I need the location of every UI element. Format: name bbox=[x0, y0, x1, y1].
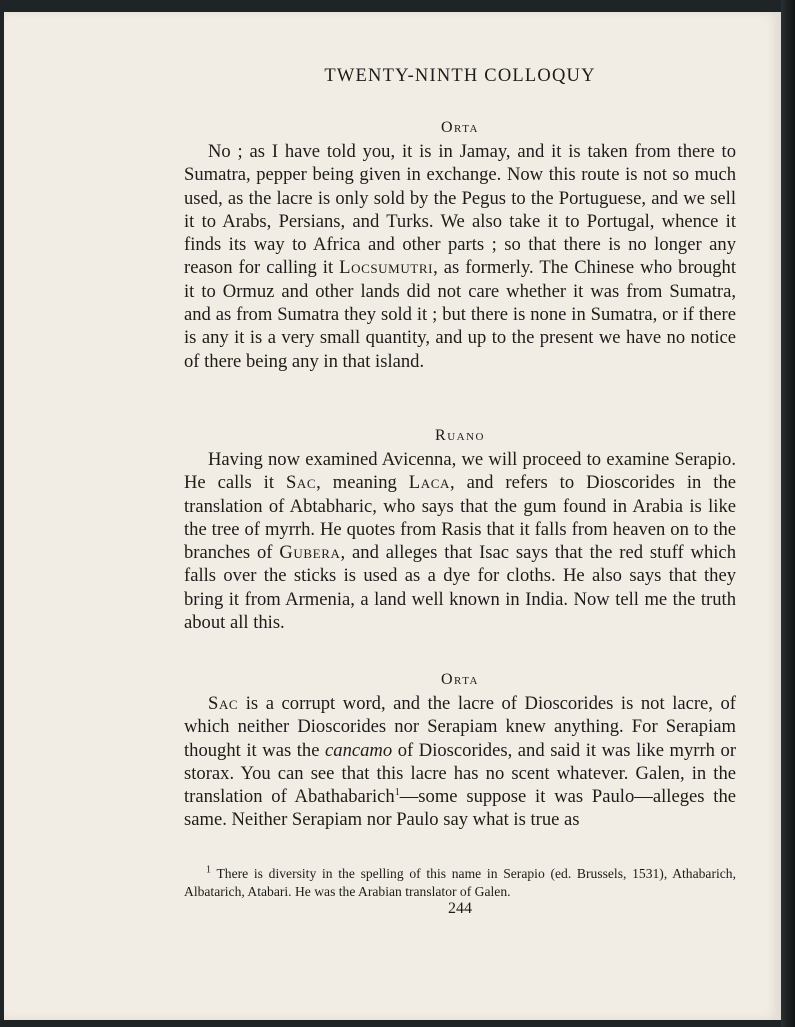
small-caps-term: Sac bbox=[208, 693, 239, 714]
speaker-heading: Orta bbox=[440, 671, 479, 688]
page-number: 244 bbox=[448, 900, 472, 917]
small-caps-term: Sac bbox=[285, 472, 317, 494]
section-ruano bbox=[184, 424, 736, 634]
small-caps-term: Locsumutri bbox=[339, 257, 434, 279]
section-orta-1 bbox=[184, 116, 736, 373]
paragraph-text: , as formerly. The Chinese who brought it to Ormuz and other lands did not care whether it was from Sumatra, and as from Sumatra they sold it ; but there is none in Sumatra, or if there is any it is a very small quantity, and up to the present we have no notice of there being any in that island. bbox=[184, 257, 737, 372]
paragraph bbox=[184, 448, 736, 634]
paragraph-text: , meaning bbox=[316, 472, 409, 494]
footnote-text: There is diversity in the spelling of this name in Serapio (ed. Brussels, 1531), Athabarich, Albatarich, Atabari. He was the Arabian translator of Galen. bbox=[184, 866, 736, 899]
small-caps-term: Laca bbox=[408, 472, 450, 494]
italic-term: cancamo bbox=[325, 739, 393, 761]
paragraph bbox=[184, 140, 736, 373]
footnote-mark: 1 bbox=[206, 864, 211, 876]
paragraph-text: is a corrupt word, and the lacre of Dioscorides is not lacre, of which neither Dioscorides nor Serapiam knew anything. For Serapiam thought it was the bbox=[184, 693, 736, 761]
running-head: TWENTY-NINTH COLLOQUY bbox=[324, 66, 596, 86]
paragraph-text: —some suppose it was Paulo—alleges the same. Neither Serapiam nor Paulo say what is true as bbox=[184, 786, 736, 831]
paragraph bbox=[184, 692, 736, 832]
section-orta-2 bbox=[184, 668, 736, 832]
paragraph-text: Having now examined Avicenna, we will proceed to examine Serapio. He calls it bbox=[184, 449, 736, 494]
paragraph-text: , and refers to Dioscorides in the translation of Abtabharic, who says that the gum found in Arabia is like the tree of myrrh. He quotes from Rasis that it falls from heaven on to the branches of bbox=[184, 472, 736, 564]
paragraph-text: , and alleges that Isac says that the red stuff which falls over the sticks is used as a dye for cloths. He also says that they bring it from Armenia, a land well known in India. Now tell me the truth about all this. bbox=[184, 542, 736, 634]
paragraph-text: of Dioscorides, and said it was like myrrh or storax. You can see that this lacre has no scent whatever. Galen, in the translation of Abathabarich bbox=[184, 739, 737, 808]
paragraph-text: No ; as I have told you, it is in Jamay, and it is taken from there to Sumatra, pepper being given in exchange. Now this route is not so much used, as the lacre is only sold by the Pegus to the Portuguese, and we sell it to Arabs, Persians, and Turks. We also take it to Portugal, whence it finds its way to Africa and other parts ; so that there is no longer any reason for calling it bbox=[184, 141, 736, 279]
small-caps-term: Gubera bbox=[279, 542, 341, 564]
speaker-heading: Orta bbox=[440, 119, 479, 136]
book-page bbox=[4, 12, 781, 1020]
speaker-heading: Ruano bbox=[435, 427, 485, 444]
footnote-reference: 1 bbox=[394, 787, 400, 798]
book-spine-edge bbox=[781, 0, 795, 1027]
footnote bbox=[184, 865, 736, 901]
